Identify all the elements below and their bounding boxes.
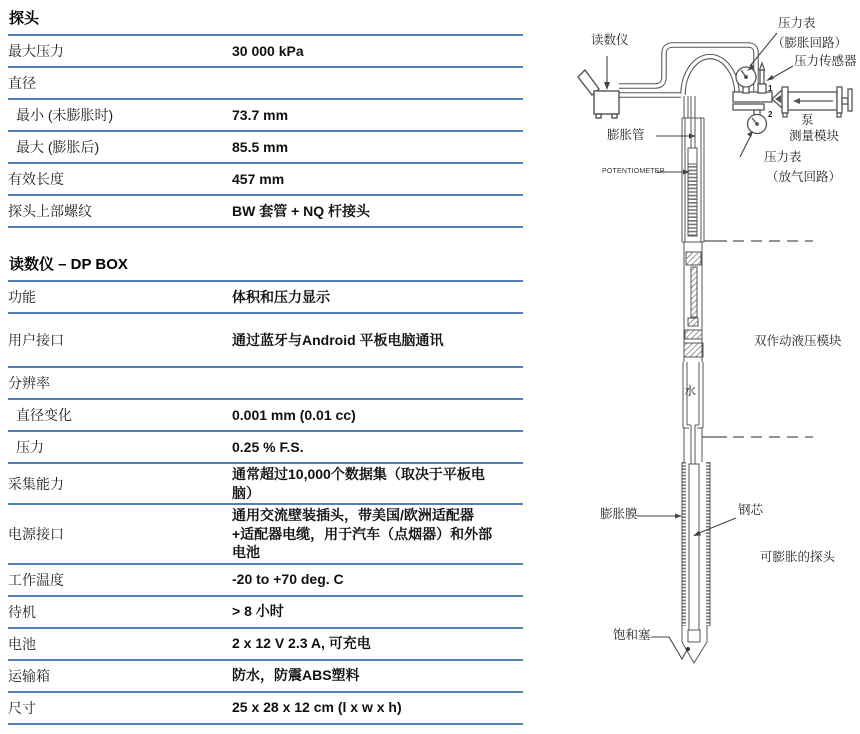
row-label: 待机 bbox=[8, 603, 36, 620]
row-value: 体积和压力显示 bbox=[232, 288, 330, 305]
measuring-module-label: 测量模块 bbox=[789, 129, 840, 143]
expansion-tube-label: 膨胀管 bbox=[607, 128, 645, 142]
row-value: 防水，防震ABS塑料 bbox=[232, 667, 360, 684]
row-label: 最小 (未膨胀时) bbox=[16, 107, 114, 123]
port-2-label: 2 bbox=[768, 110, 773, 119]
potentiometer-label: POTENTIOMETER bbox=[602, 168, 665, 175]
readout-device-drawing bbox=[578, 70, 619, 118]
row-label: 功能 bbox=[8, 289, 36, 305]
row-value: 0.25 % F.S. bbox=[232, 438, 304, 455]
pressure-sensor-label: 压力传感器 bbox=[794, 54, 857, 68]
row-value: 25 x 28 x 12 cm (l x w x h) bbox=[232, 699, 402, 716]
row-value: -20 to +70 deg. C bbox=[232, 571, 344, 588]
expansion-membrane-label: 膨胀膜 bbox=[600, 507, 638, 521]
expandable-probe-label: 可膨胀的探头 bbox=[760, 550, 836, 564]
table-title-probe: 探头 bbox=[8, 2, 523, 36]
row-value: 通用交流壁装插头，带美国/欧洲适配器+适配器电缆，用于汽车（点烟器）和外部电池 bbox=[232, 507, 493, 560]
row-label: 最大 (膨胀后) bbox=[16, 139, 100, 155]
row-label: 探头上部螺纹 bbox=[8, 203, 92, 219]
port-1-label: 1 bbox=[768, 84, 773, 93]
row-value: 通过蓝牙与Android 平板电脑通讯 bbox=[232, 331, 444, 348]
pump-label: 泵 bbox=[801, 113, 814, 127]
vent-gauge-label: 压力表 bbox=[764, 150, 802, 164]
row-label: 尺寸 bbox=[8, 699, 36, 716]
readout-label: 读数仪 bbox=[591, 33, 629, 47]
expansion-circuit-label: （膨胀回路） bbox=[772, 36, 848, 50]
row-label: 分辨率 bbox=[8, 375, 50, 391]
row-value: BW 套管 + NQ 杆接头 bbox=[232, 202, 371, 219]
row-label: 工作温度 bbox=[8, 571, 64, 588]
vent-circuit-label: （放气回路） bbox=[766, 170, 842, 184]
row-value: 457 mm bbox=[232, 170, 285, 187]
row-label: 运输箱 bbox=[8, 667, 50, 684]
row-label: 电池 bbox=[8, 635, 36, 652]
row-value: 30 000 kPa bbox=[232, 42, 304, 59]
row-value: 通常超过10,000个数据集（取决于平板电脑） bbox=[232, 466, 485, 501]
row-label: 用户接口 bbox=[8, 332, 64, 348]
piping-drawing bbox=[619, 45, 756, 97]
expansion-gauge-label: 压力表 bbox=[778, 16, 816, 30]
row-label: 电源接口 bbox=[8, 525, 64, 542]
probe-body-drawing bbox=[682, 96, 710, 663]
row-value: 2 x 12 V 2.3 A, 可充电 bbox=[232, 635, 371, 652]
saturation-plug-label: 饱和塞 bbox=[613, 628, 651, 642]
row-value: > 8 小时 bbox=[232, 603, 284, 620]
row-value: 85.5 mm bbox=[232, 138, 289, 155]
pressure-sensor-icon bbox=[760, 63, 765, 70]
steel-core-label: 钢芯 bbox=[738, 503, 764, 517]
row-label: 直径变化 bbox=[16, 407, 72, 423]
row-value: 73.7 mm bbox=[232, 106, 289, 123]
row-label: 采集能力 bbox=[8, 475, 64, 492]
row-label: 最大压力 bbox=[8, 43, 64, 59]
manifold-and-gauges-drawing bbox=[733, 63, 772, 134]
row-label: 压力 bbox=[16, 439, 44, 455]
row-value: 0.001 mm (0.01 cc) bbox=[232, 406, 356, 423]
table-title-readout: 读数仪 – DP BOX bbox=[8, 248, 523, 282]
double-acting-module-label: 双作动液压模块 bbox=[754, 334, 842, 348]
water-label: 水 bbox=[684, 384, 697, 398]
row-label: 有效长度 bbox=[8, 171, 64, 187]
row-label: 直径 bbox=[8, 75, 36, 91]
